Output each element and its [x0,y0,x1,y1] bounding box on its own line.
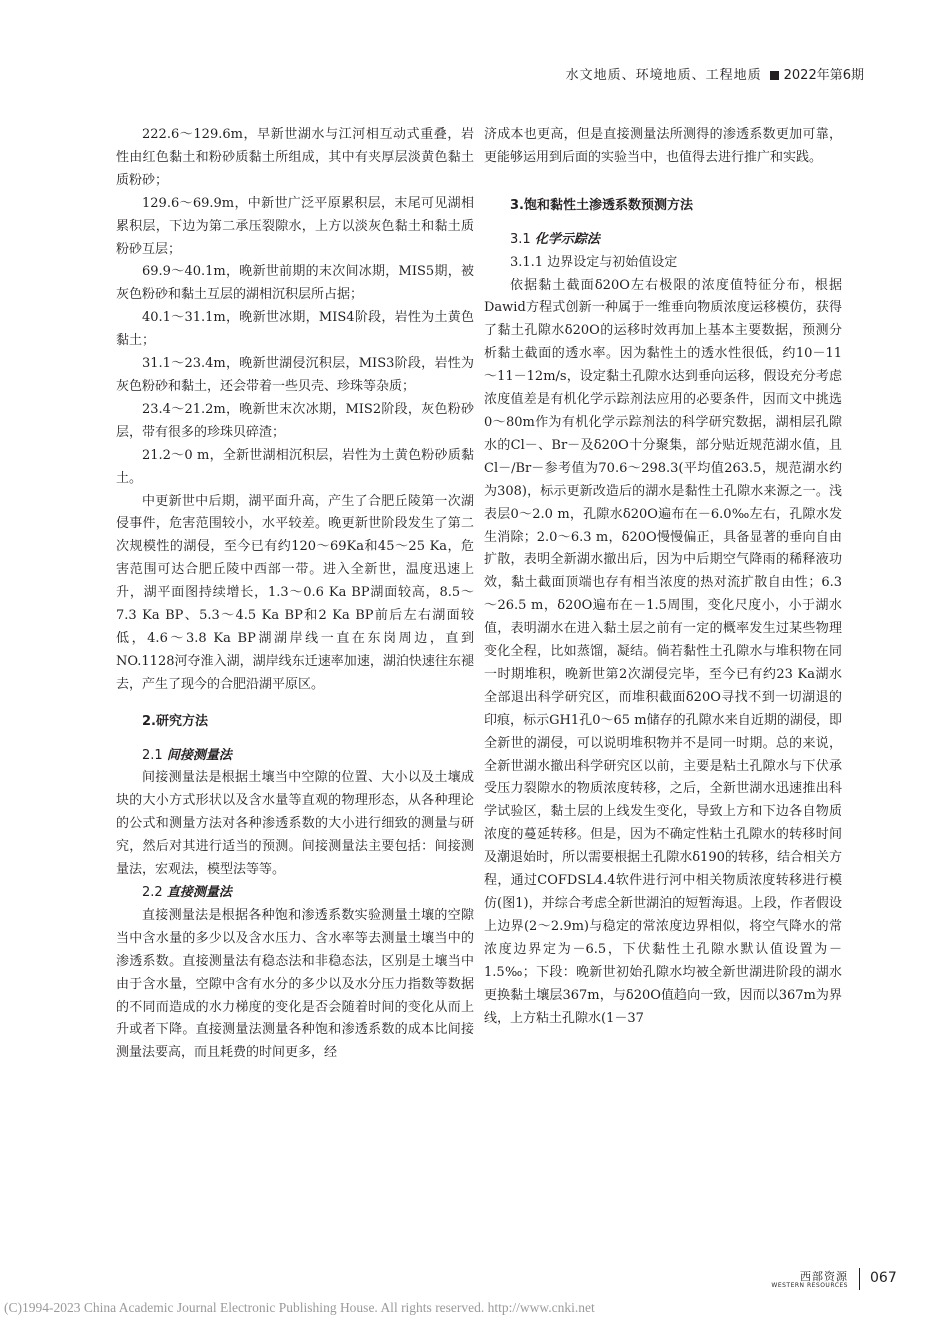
left-column [116,124,474,1065]
right-column [484,124,842,1030]
paragraph: 间接测量法是根据土壤当中空隙的位置、大小以及土壤成块的大小方式形状以及含水量等直观的物理形态，从各种理论的公式和测量方法对各种渗透系数的大小进行细致的测量与研究，然后对其进行适当的预测。间接测量法主要包括：间接测量法，宏观法，模型法等等。 [116,770,474,878]
subsection-heading [116,882,474,905]
paragraph: 直接测量法是根据各种饱和渗透系数实验测量土壤的空隙当中含水量的多少以及含水压力、含水率等去测量土壤当中的渗透系数。直接测量法有稳态法和非稳态法，区别是土壤当中由于含水量，空隙中含有水分的多少以及水分压力指数等数据的不同而造成的水力梯度的变化是否会随着时间的变化从而上升或者下降。直接测量法测量各种饱和渗透系数的成本比间接测量法要高，而且耗费的时间更多，经 [116,907,474,1061]
paragraph: 依据黏土截面δ20O左右极限的浓度值特征分布，根据Dawid方程式创新一种属于一维垂向物质浓度运移模仿，获得了黏土孔隙水δ20O的运移时效再加上基本主要数据，预测分析黏土截面的透水率。因为黏性土的透水性很低，约10－11～11－12m/s，设定黏土孔隙水达到垂向运移，假设充分考虑浓度值差是有机化学示踪剂法应用的必要条件，因而文中挑选0～80m作为有机化学示踪剂法的科学研究数据，湖相层孔隙水的Cl－、Br－及δ20O十分聚集，部分贴近规范湖水值，且Cl－/Br－参考值为70.6～298.3(平均值263.5，规范湖水约为308)，标示更新改造后的湖水是黏性土孔隙水来源之一。浅表层0～2.0 m，孔隙水δ20O遍布在－6.0‰左右，孔隙水发生消除；2.0～6.3 m，δ20O慢慢偏正，具备显著的垂向自由扩散，表明全新湖水撤出后，因为中后期空气降雨的稀释液功效，黏土截面顶端也存有相当浓度的热对流扩散自由性；6.3～26.5 m，δ20O遍布在－1.5周围，变化尺度小，小于湖水值，表明湖水在进入黏土层之前有一定的概率发生过某些物理变化全程，比如蒸馏，凝结。倘若黏性土孔隙水与堆积物在同一时期堆积，晚新世第2次湖侵完毕，至今已有约23 Ka湖水全部退出科学研究区，而堆积截面δ20O寻找不到一切湖退的印痕，标示GH1孔0～65 m储存的孔隙水来自近期的湖侵，即全新世的湖侵，可以说明堆积物并不是同一时期。总的来说，全新世湖水撤出科学研究区以前，主要是粘土孔隙水与下伏承受压力裂隙水的物质浓度转移，之后，全新世湖水迅速推出科学试验区，黏土层的上线发生变化，导致上方和下边各自物质浓度的蔓延转移。但是，因为不确定性粘土孔隙水的转移时间及潮退始时，所以需要根据土孔隙水δ190的转移，结合相关方程，通过COFDSL4.4软件进行河中相关物质浓度转移进行模仿(图1)，并综合考虑全新世湖泊的短暂海退。上段，作者假设上边界(2～2.9m)与稳定的常浓度边界相似，将空气降水的常浓度边界定为－6.5，下伏黏性土孔隙水默认值设置为－1.5‰；下段：晚新世初始孔隙水均被全新世湖进阶段的湖水更换黏土壤层367m，与δ20O值趋向一致，因而以367m为界线，上方粘土孔隙水(1－37 [484,277,842,1026]
subsection-number: 2.1 [142,747,163,763]
square-bullet-icon [770,71,779,80]
subsection-title: 直接测量法 [166,885,232,900]
paragraph: 40.1～31.1m，晚新世冰期，MIS4阶段，岩性为土黄色黏土； [116,310,474,349]
paragraph: 31.1～23.4m，晚新世湖侵沉积层，MIS3阶段，岩性为灰色粉砂和黏土，还会带着一些贝壳、珍珠等杂质； [116,356,474,394]
issue-label: 2022年第6期 [783,68,864,83]
paragraph: 23.4～21.2m，晚新世末次冰期，MIS2阶段，灰色粉砂层，带有很多的珍珠贝碎渣； [116,401,474,440]
page-number: 067 [870,1270,897,1286]
section-heading: 2.研究方法 [142,713,208,729]
paragraph: 222.6～129.6m，早新世湖水与江河相互动式重叠，岩性由红色黏土和粉砂质黏土所组成，其中有夹厚层淡黄色黏土质粉砂； [116,127,474,188]
paragraph: 69.9～40.1m，晚新世前期的末次间冰期，MIS5期，被灰色粉砂和黏土互层的湖相沉积层所占据； [116,264,474,303]
subsection-heading [116,745,474,768]
journal-name: 西部资源 [800,1270,848,1283]
journal-section: 水文地质、环境地质、工程地质 [565,68,762,83]
running-header [566,64,864,83]
paragraph: 129.6～69.9m，中新世广泛平原累积层，末尾可见湖相累积层，下边为第二承压裂隙水，上方以淡灰色黏土和黏土质粉砂互层； [116,195,474,257]
section-heading: 3.饱和黏性土渗透系数预测方法 [510,197,693,213]
subsubsection-heading: 3.1.1 边界设定与初始值设定 [510,254,678,270]
footer-divider [859,1268,860,1290]
subsection-heading [484,229,842,252]
subsection-title: 化学示踪法 [534,231,600,247]
journal-name-en: WESTERN RESOURCES [771,1282,848,1289]
paragraph: 21.2～0 m，全新世湖相沉积层，岩性为土黄色粉砂质黏土。 [116,447,474,486]
subsection-number: 3.1 [510,231,531,247]
copyright-notice: (C)1994-2023 China Academic Journal Electronic Publishing House. All rights reserved. http://www.cnki.net [4,1300,595,1315]
paragraph-continuation: 济成本也更高，但是直接测量法所测得的渗透系数更加可靠，更能够运用到后面的实验当中，也值得去进行推广和实践。 [484,127,842,165]
subsection-title: 间接测量法 [166,747,232,763]
paragraph: 中更新世中后期，湖平面升高，产生了合肥丘陵第一次湖侵事件，危害范围较小，水平较差。晚更新世阶段发生了第二次规模性的湖侵，至今已有约120～69Ka和45～25 Ka，危害范围可达合肥丘陵中西部一带。进入全新世，温度迅速上升，湖平面图持续增长，1.3～0.6 Ka BP湖面较高，8.5～7.3 Ka BP、5.3～4.5 Ka BP和2 Ka BP前后左右湖面较低，4.6～3.8 Ka BP湖湖岸线一直在东岗周边，直到NO.1128河夺淮入湖，湖岸线东迁速率加速，湖泊快速往东褪去，产生了现今的合肥沿湖平原区。 [116,493,474,692]
subsection-number: 2.2 [142,885,163,900]
